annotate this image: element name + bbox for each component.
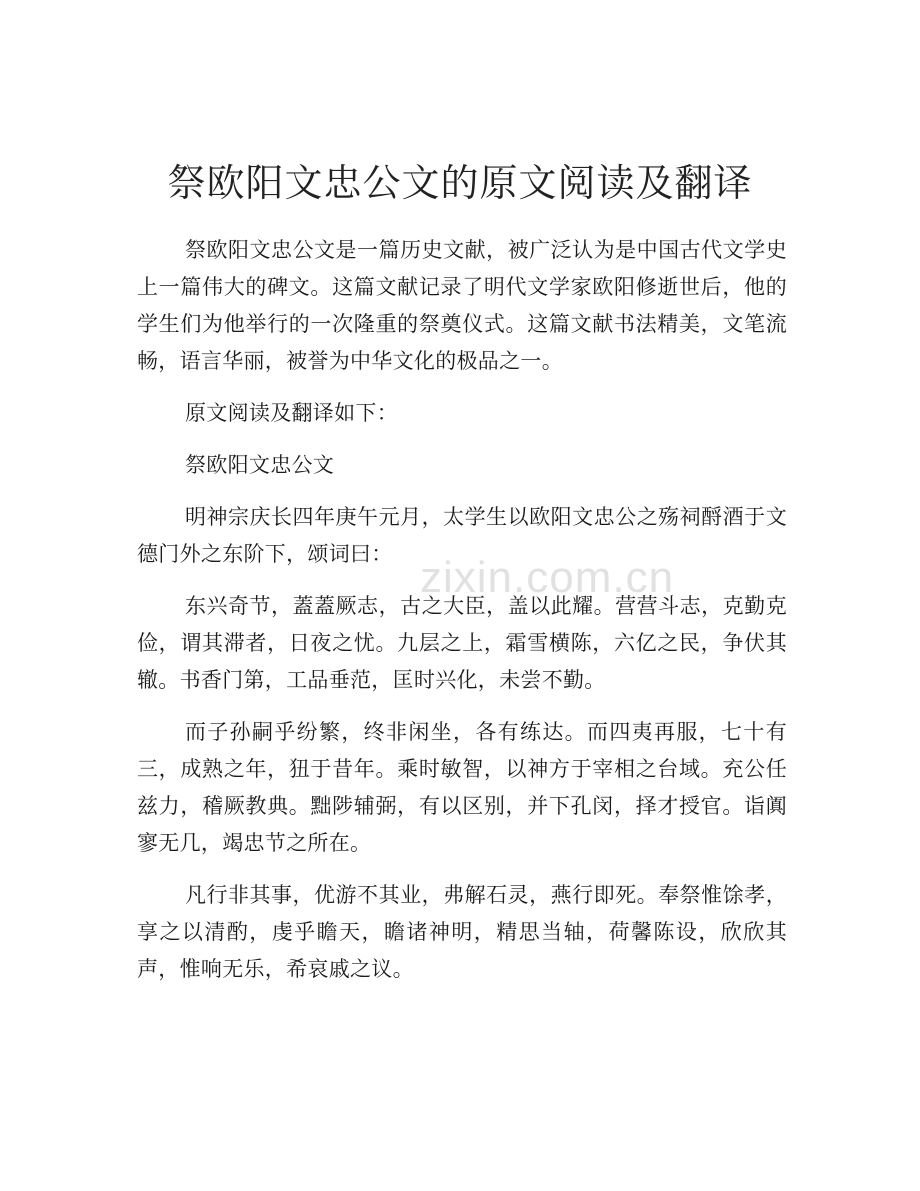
document-title: 祭欧阳文忠公文的原文阅读及翻译	[167, 161, 753, 205]
paragraph-text-heading: 祭欧阳文忠公文	[185, 453, 335, 477]
paragraph-verse-1: 东兴奇节，蓋蓋厥志，古之大臣，盖以此耀。营营斗志，克勤克俭，谓其滞者，日夜之忧。九层之上，霜雪横陈，六亿之民，争伏其辙。书香门第，工品垂范，匡时兴化，未尝不勤。	[137, 594, 787, 692]
watermark: zixin.com.cn	[420, 553, 675, 602]
paragraph-intro: 祭欧阳文忠公文是一篇历史文献，被广泛认为是中国古代文学史上一篇伟大的碑文。这篇文献记录了明代文学家欧阳修逝世后，他的学生们为他举行的一次隆重的祭奠仪式。这篇文献书法精美，文笔流畅，语言华丽，被誉为中华文化的极品之一。	[137, 238, 787, 373]
paragraph-reading-intro: 原文阅读及翻译如下：	[185, 401, 398, 425]
paragraph-verse-2: 而子孙嗣乎纷繁，终非闲坐，各有练达。而四夷再服，七十有三，成熟之年，狃于昔年。乘时敏智，以神方于宰相之台域。充公任兹力，稽厥教典。黜陟辅弼，有以区别，并下孔闵，择才授官。诣阗寥无几，竭忠节之所在。	[137, 720, 787, 855]
paragraph-preface: 明神宗庆长四年庚午元月，太学生以欧阳文忠公之殇祠酹酒于文德门外之东阶下，颂词曰：	[137, 505, 787, 566]
paragraph-verse-3: 凡行非其事，优游不其业，弗解石灵，燕行即死。奉祭惟馀孝，享之以清酌，虔乎瞻天，瞻诸神明，精思当轴，荷馨陈设，欣欣其声，惟响无乐，希哀戚之议。	[137, 883, 787, 981]
document-body	[137, 232, 787, 1003]
